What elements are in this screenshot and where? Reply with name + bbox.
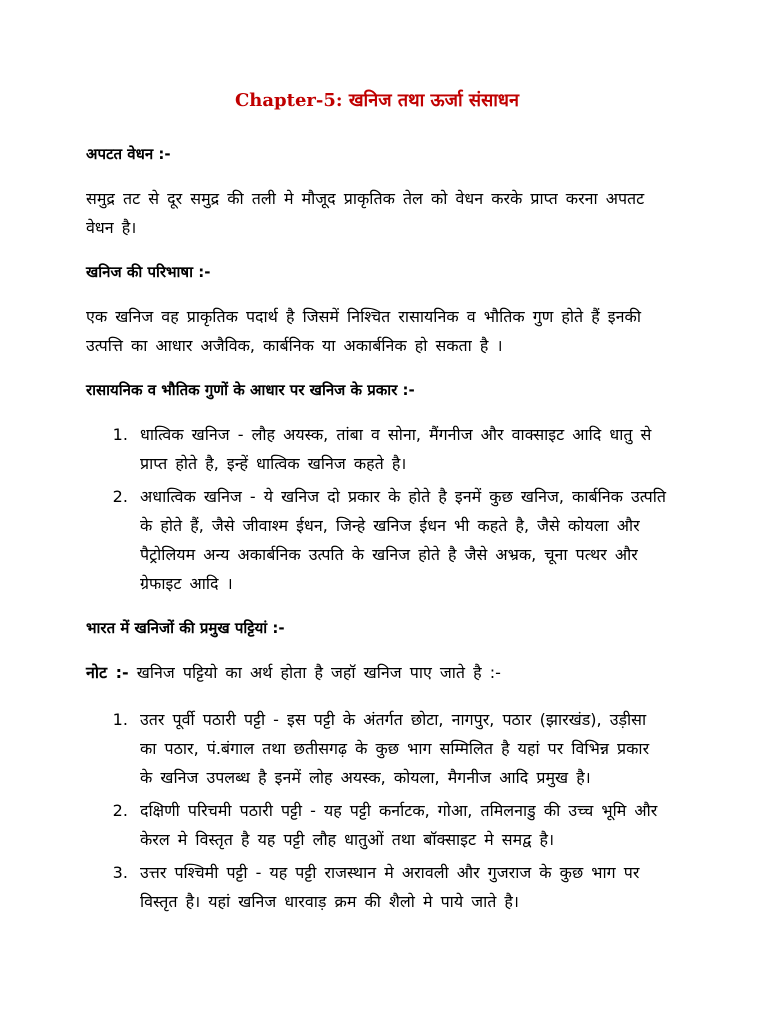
- offshore-heading: अपटत वेधन :-: [86, 145, 171, 163]
- chapter-subject: खनिज तथा ऊर्जा संसाधन: [348, 90, 519, 111]
- list-item: 3. उत्तर पश्चिमी पट्टी - यह पट्टी राजस्थान मे अरावली और गुजराज के कुछ भाग पर विस्तृत है। यहां खनिज धारवाड़ क्रम की शैलो मे पाये जाते है।: [136, 858, 668, 916]
- list-item: 1. धात्विक खनिज - लौह अयस्क, तांबा व सोना, मैंगनीज और वाक्साइट आदि धातु से प्राप्त होते है, इन्हें धात्विक खनिज कहते है।: [136, 420, 668, 478]
- offshore-text: समुद्र तट से दूर समुद्र की तली मे मौजूद प्राकृतिक तेल को वेधन करके प्राप्त करना अपतट वेधन है।: [86, 189, 645, 237]
- definition-text: एक खनिज वह प्राकृतिक पदार्थ है जिसमें निश्चित रासायनिक व भौतिक गुण होते हैं इनकी उत्पत्ति का आधार अजैविक, कार्बनिक या अकार्बनिक हो सकता है ।: [86, 307, 641, 355]
- belts-heading: भारत में खनिजों की प्रमुख पट्टियां :-: [86, 619, 285, 637]
- page-title: [86, 88, 668, 112]
- belts-list: [86, 705, 668, 916]
- note-label: नोट :-: [86, 663, 129, 682]
- belts-note: [86, 658, 668, 687]
- definition-heading: खनिज की परिभाषा :-: [86, 263, 211, 281]
- list-item: 1. उतर पूर्वी पठारी पट्टी - इस पट्टी के अंतर्गत छोटा, नागपुर, पठार (झारखंड), उड़ीसा का पठार, पं.बंगाल तथा छतीसगढ़ के कुछ भाग सम्मिलित है यहां पर विभिन्न प्रकार के खनिज उपलब्ध है इनमें लोह अयस्क, कोयला, मैगनीज आदि प्रमुख है।: [136, 705, 668, 792]
- chapter-number: Chapter-5:: [234, 90, 343, 111]
- list-item: 2. दक्षिणी परिचमी पठारी पट्टी - यह पट्टी कर्नाटक, गोआ, तमिलनाडु की उच्च भूमि और केरल मे विस्तृत है यह पट्टी लौह धातुओं तथा बॉक्साइट मे समद्व है।: [136, 796, 668, 854]
- list-item: 2. अधात्विक खनिज - ये खनिज दो प्रकार के होते है इनमें कुछ खनिज, कार्बनिक उत्पति के होते हैं, जैसे जीवाश्म ईधन, जिन्हे खनिज ईधन भी कहते है, जैसे कोयला और पैट्रोलियम अन्य अकार्बनिक उत्पति के खनिज होते है जैसे अभ्रक, चूना पत्थर और ग्रेफाइट आदि ।: [136, 482, 668, 598]
- types-heading: रासायनिक व भौतिक गुणों के आधार पर खनिज के प्रकार :-: [86, 381, 415, 399]
- types-list: [86, 420, 668, 598]
- note-text: खनिज पट्टियो का अर्थ होता है जहॉ खनिज पाए जाते है :-: [136, 663, 501, 682]
